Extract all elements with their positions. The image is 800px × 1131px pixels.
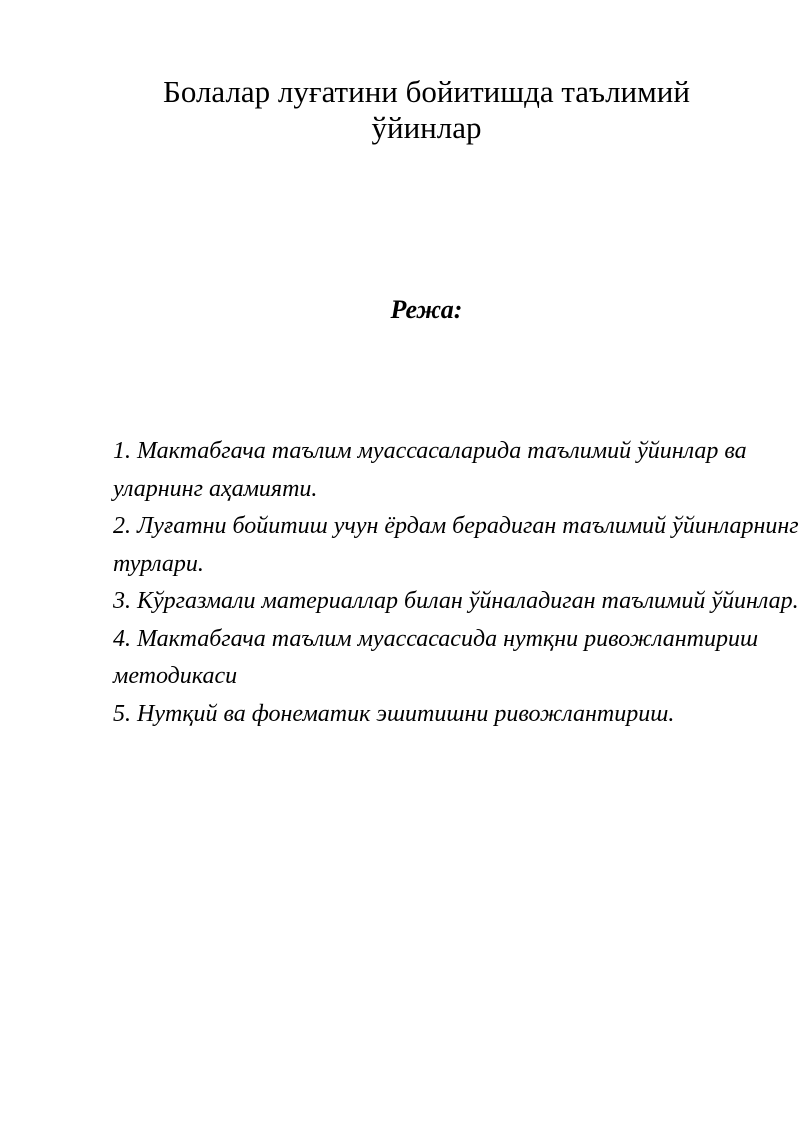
plan-list xyxy=(113,433,799,733)
plan-item-line: 3. Кўргазмали материаллар билан ўйналадиган таълимий ўйинлар. xyxy=(113,588,799,615)
plan-item xyxy=(113,621,759,696)
plan-item xyxy=(113,508,799,583)
document-title: Болалар луғатини бойитишда таълимий ўйинлар xyxy=(163,74,690,145)
plan-item-line: методикаси xyxy=(113,663,238,690)
plan-heading: Режа: xyxy=(390,295,463,325)
document-content xyxy=(0,74,800,733)
plan-item-line: турлари. xyxy=(113,550,204,577)
plan-item xyxy=(113,433,747,508)
plan-item xyxy=(113,696,740,734)
plan-item-line: 2. Луғатни бойитиш учун ёрдам берадиган таълимий ўйинларнинг xyxy=(113,513,799,540)
plan-item xyxy=(113,583,799,621)
plan-item-line: 4. Мактабгача таълим муассасасида нутқни ривожлантириш xyxy=(113,625,759,652)
plan-item-line: 1. Мактабгача таълим муассасаларида таълимий ўйинлар ва xyxy=(113,438,747,465)
plan-item-line: уларнинг аҳамияти. xyxy=(113,475,318,502)
plan-item-line: 5. Нутқий ва фонематик эшитишни ривожлантириш. xyxy=(113,700,675,727)
